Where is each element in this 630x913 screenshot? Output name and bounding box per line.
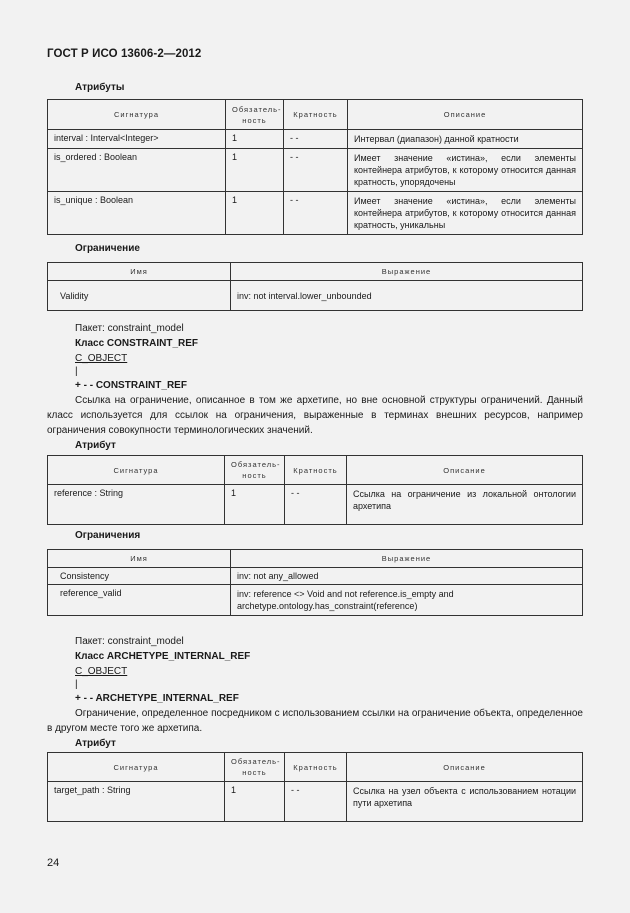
cell-multiplicity: - - <box>284 192 348 235</box>
cell-multiplicity: - - <box>285 485 347 525</box>
constraints-heading: Ограничения <box>75 530 141 541</box>
table-row <box>48 568 583 585</box>
cell-description: Имеет значение «истина», если элементы контейнера атрибутов, к которому относится данная кратность, упорядочены <box>348 149 583 192</box>
col-description: Описание <box>348 100 583 130</box>
cell-multiplicity: - - <box>284 130 348 149</box>
constraint-heading: Ограничение <box>75 243 140 254</box>
col-signature: Сигнатура <box>48 753 225 782</box>
parent-class: C_OBJECT <box>75 666 128 677</box>
cell-expression: inv: not any_allowed <box>231 568 583 585</box>
hierarchy-class: + - - CONSTRAINT_REF <box>75 380 187 391</box>
cell-description: Интервал (диапазон) данной кратности <box>348 130 583 149</box>
attribute-heading: Атрибут <box>75 738 116 749</box>
cell-required: 1 <box>225 485 285 525</box>
cell-signature: interval : Interval<Integer> <box>48 130 226 149</box>
cell-multiplicity: - - <box>284 149 348 192</box>
table-row <box>48 485 583 525</box>
table-row <box>48 585 583 616</box>
attribute-heading: Атрибут <box>75 440 116 451</box>
hierarchy-pipe: | <box>75 679 78 690</box>
col-required: Обязатель-ность <box>225 753 285 782</box>
cell-description: Ссылка на узел объекта с использованием нотации пути архетипа <box>347 782 583 822</box>
col-signature: Сигнатура <box>48 456 225 485</box>
col-multiplicity: Кратность <box>285 753 347 782</box>
col-required: Обязатель-ность <box>226 100 284 130</box>
parent-class: C_OBJECT <box>75 353 128 364</box>
class-title: Класс CONSTRAINT_REF <box>75 338 199 349</box>
col-expression: Выражение <box>231 550 583 568</box>
col-description: Описание <box>347 753 583 782</box>
cell-signature: is_ordered : Boolean <box>48 149 226 192</box>
cell-required: 1 <box>225 782 285 822</box>
cell-required: 1 <box>226 130 284 149</box>
cell-signature: target_path : String <box>48 782 225 822</box>
col-name: Имя <box>48 263 231 281</box>
col-multiplicity: Кратность <box>285 456 347 485</box>
attributes-table <box>47 752 583 822</box>
col-multiplicity: Кратность <box>284 100 348 130</box>
cell-description: Ссылка на ограничение из локальной онтологии архетипа <box>347 485 583 525</box>
table-row <box>48 782 583 822</box>
attributes-table <box>47 99 583 235</box>
col-required: Обязатель-ность <box>225 456 285 485</box>
attributes-table <box>47 455 583 525</box>
col-description: Описание <box>347 456 583 485</box>
attributes-heading: Атрибуты <box>75 82 125 93</box>
class-description: Ограничение, определенное посредником с использованием ссылки на ограничение объекта, определенное в другом месте того же архетипа. <box>47 708 583 734</box>
table-row <box>48 192 583 235</box>
col-expression: Выражение <box>231 263 583 281</box>
cell-required: 1 <box>226 149 284 192</box>
page-number: 24 <box>47 857 60 869</box>
constraints-table <box>47 549 583 616</box>
constraint-table <box>47 262 583 311</box>
class-description: Ссылка на ограничение, описанное в том же архетипе, но вне основной структуры ограничений. Данный класс используется для ссылок на ограничения, выраженные в терминах внешних ресурсов, например ограничения совокупности терминологических значений. <box>47 395 583 436</box>
cell-required: 1 <box>226 192 284 235</box>
table-row <box>48 149 583 192</box>
cell-description: Имеет значение «истина», если элементы контейнера атрибутов, к которому относится данная кратность, уникальны <box>348 192 583 235</box>
col-signature: Сигнатура <box>48 100 226 130</box>
table-row <box>48 281 583 311</box>
cell-signature: reference : String <box>48 485 225 525</box>
cell-expression: inv: reference <> Void and not reference.is_empty and archetype.ontology.has_constraint(reference) <box>231 585 583 616</box>
package-label: Пакет: constraint_model <box>75 636 184 647</box>
cell-name: reference_valid <box>48 585 231 616</box>
cell-expression: inv: not interval.lower_unbounded <box>231 281 583 311</box>
class-title: Класс ARCHETYPE_INTERNAL_REF <box>75 651 251 662</box>
hierarchy-class: + - - ARCHETYPE_INTERNAL_REF <box>75 693 239 704</box>
cell-multiplicity: - - <box>285 782 347 822</box>
document-header: ГОСТ Р ИСО 13606-2—2012 <box>47 48 202 60</box>
hierarchy-pipe: | <box>75 366 78 377</box>
cell-name: Validity <box>48 281 231 311</box>
cell-signature: is_unique : Boolean <box>48 192 226 235</box>
cell-name: Consistency <box>48 568 231 585</box>
col-name: Имя <box>48 550 231 568</box>
package-label: Пакет: constraint_model <box>75 323 184 334</box>
table-row <box>48 130 583 149</box>
